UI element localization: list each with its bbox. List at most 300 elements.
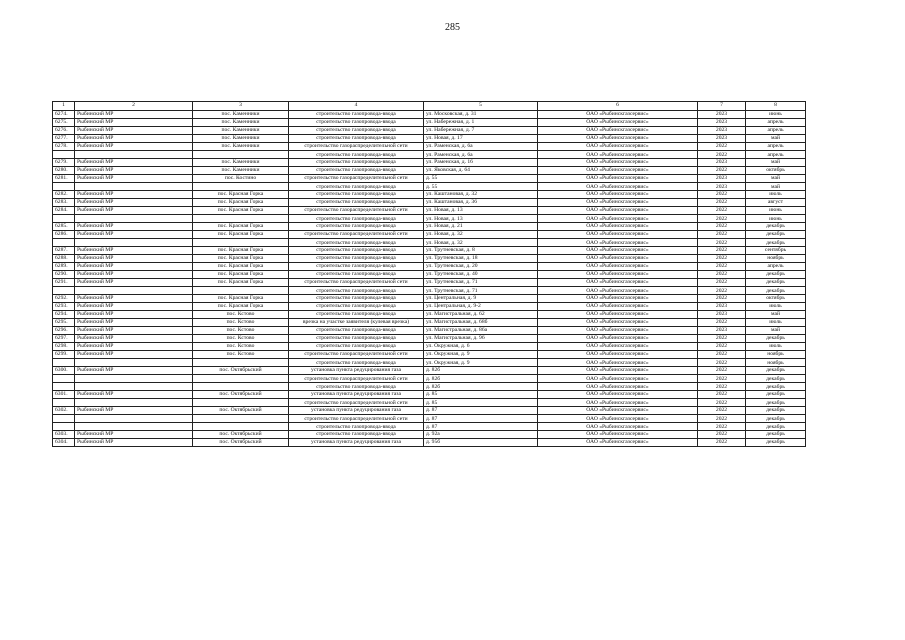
settlement-cell: пос. Каменники	[193, 127, 289, 135]
contractor-cell: ОАО «Рыбинскгазсервис»	[538, 183, 698, 191]
work-type-cell: установка пункта редуцирования газа	[289, 367, 424, 375]
settlement-cell: пос. Красная Горка	[193, 303, 289, 311]
contractor-cell: ОАО «Рыбинскгазсервис»	[538, 335, 698, 343]
work-type-cell: строительство газораспределительной сети	[289, 231, 424, 239]
table-row	[53, 111, 806, 119]
settlement-cell: пос. Кстово	[193, 319, 289, 327]
month-cell: май	[746, 311, 806, 319]
settlement-cell: пос. Красная Горка	[193, 271, 289, 279]
table-row	[53, 191, 806, 199]
col-month-header: 8	[746, 102, 806, 111]
work-type-cell: строительство газопровода-ввода	[289, 111, 424, 119]
month-cell: декабрь	[746, 231, 806, 239]
row-number-cell: 6304.	[53, 439, 75, 447]
month-cell: июль	[746, 303, 806, 311]
table-row	[53, 391, 806, 399]
table-row	[53, 223, 806, 231]
table-row	[53, 271, 806, 279]
year-cell: 2023	[698, 311, 746, 319]
table-row	[53, 423, 806, 431]
address-cell: д. 95б	[424, 439, 538, 447]
year-cell: 2023	[698, 159, 746, 167]
district-cell: Рыбинский МР	[75, 311, 193, 319]
settlement-cell: пос. Красная Горка	[193, 247, 289, 255]
district-cell	[75, 359, 193, 367]
district-cell	[75, 151, 193, 159]
district-cell: Рыбинский МР	[75, 407, 193, 415]
work-type-cell: строительство газопровода-ввода	[289, 151, 424, 159]
table-row	[53, 359, 806, 367]
district-cell: Рыбинский МР	[75, 319, 193, 327]
year-cell: 2022	[698, 279, 746, 287]
month-cell: июль	[746, 343, 806, 351]
contractor-cell: ОАО «Рыбинскгазсервис»	[538, 127, 698, 135]
address-cell: ул. Трутневская, д. 71	[424, 279, 538, 287]
settlement-cell: пос. Октябрьский	[193, 439, 289, 447]
contractor-cell: ОАО «Рыбинскгазсервис»	[538, 111, 698, 119]
month-cell: декабрь	[746, 439, 806, 447]
contractor-cell: ОАО «Рыбинскгазсервис»	[538, 367, 698, 375]
month-cell: декабрь	[746, 383, 806, 391]
table-row	[53, 303, 806, 311]
row-number-cell: 6280.	[53, 167, 75, 175]
contractor-cell: ОАО «Рыбинскгазсервис»	[538, 239, 698, 247]
district-cell: Рыбинский МР	[75, 391, 193, 399]
contractor-cell: ОАО «Рыбинскгазсервис»	[538, 255, 698, 263]
contractor-cell: ОАО «Рыбинскгазсервис»	[538, 167, 698, 175]
contractor-cell: ОАО «Рыбинскгазсервис»	[538, 391, 698, 399]
work-type-cell: строительство газопровода-ввода	[289, 431, 424, 439]
district-cell: Рыбинский МР	[75, 119, 193, 127]
settlement-cell: пос. Октябрьский	[193, 431, 289, 439]
work-type-cell: установка пункта редуцирования газа	[289, 407, 424, 415]
row-number-cell: 6303.	[53, 431, 75, 439]
year-cell: 2022	[698, 271, 746, 279]
month-cell: декабрь	[746, 239, 806, 247]
address-cell: ул. Новая, д. 17	[424, 135, 538, 143]
row-number-cell: 6295.	[53, 319, 75, 327]
table-row	[53, 119, 806, 127]
month-cell: май	[746, 159, 806, 167]
header-row	[53, 102, 806, 111]
month-cell: ноябрь	[746, 351, 806, 359]
settlement-cell	[193, 287, 289, 295]
month-cell: апрель	[746, 119, 806, 127]
col-settlement-header: 3	[193, 102, 289, 111]
row-number-cell: 6279.	[53, 159, 75, 167]
row-number-cell: 6284.	[53, 207, 75, 215]
month-cell: декабрь	[746, 287, 806, 295]
year-cell: 2023	[698, 111, 746, 119]
district-cell	[75, 399, 193, 407]
address-cell: д. 87	[424, 415, 538, 423]
table-row	[53, 407, 806, 415]
year-cell: 2023	[698, 327, 746, 335]
month-cell: май	[746, 183, 806, 191]
row-number-cell: 6289.	[53, 263, 75, 271]
contractor-cell: ОАО «Рыбинскгазсервис»	[538, 359, 698, 367]
address-cell: ул. Окружная, д. 9	[424, 351, 538, 359]
col-district-header: 2	[75, 102, 193, 111]
work-type-cell: строительство газопровода-ввода	[289, 423, 424, 431]
col-number-header: 1	[53, 102, 75, 111]
district-cell: Рыбинский МР	[75, 159, 193, 167]
month-cell: апрель	[746, 263, 806, 271]
month-cell: декабрь	[746, 423, 806, 431]
row-number-cell: 6287.	[53, 247, 75, 255]
settlement-cell: пос. Каменники	[193, 143, 289, 151]
year-cell: 2022	[698, 151, 746, 159]
month-cell: май	[746, 327, 806, 335]
settlement-cell: пос. Кстово	[193, 327, 289, 335]
district-cell: Рыбинский МР	[75, 439, 193, 447]
table-row	[53, 335, 806, 343]
address-cell: д. 82б	[424, 367, 538, 375]
address-cell: ул. Московская, д. 31	[424, 111, 538, 119]
row-number-cell: 6276.	[53, 127, 75, 135]
row-number-cell	[53, 399, 75, 407]
work-type-cell: строительство газопровода-ввода	[289, 327, 424, 335]
district-cell: Рыбинский МР	[75, 303, 193, 311]
settlement-cell	[193, 383, 289, 391]
address-cell: ул. Трутневская, д. 71	[424, 287, 538, 295]
address-cell: ул. Окружная, д. 6	[424, 343, 538, 351]
month-cell: июнь	[746, 207, 806, 215]
work-type-cell: строительство газопровода-ввода	[289, 255, 424, 263]
district-cell	[75, 183, 193, 191]
contractor-cell: ОАО «Рыбинскгазсервис»	[538, 415, 698, 423]
row-number-cell: 6286.	[53, 231, 75, 239]
address-cell: ул. Центральная, д. 9	[424, 295, 538, 303]
table-row	[53, 319, 806, 327]
contractor-cell: ОАО «Рыбинскгазсервис»	[538, 295, 698, 303]
settlement-cell: пос. Кстово	[193, 311, 289, 319]
work-type-cell: врезка на участке заявителя (кулевая врезка)	[289, 319, 424, 327]
district-cell: Рыбинский МР	[75, 127, 193, 135]
table-row	[53, 415, 806, 423]
table-header	[53, 102, 806, 111]
table-row	[53, 231, 806, 239]
contractor-cell: ОАО «Рыбинскгазсервис»	[538, 303, 698, 311]
year-cell: 2022	[698, 223, 746, 231]
contractor-cell: ОАО «Рыбинскгазсервис»	[538, 383, 698, 391]
address-cell: ул. Магистральная, д. 68б	[424, 319, 538, 327]
contractor-cell: ОАО «Рыбинскгазсервис»	[538, 279, 698, 287]
year-cell: 2022	[698, 415, 746, 423]
settlement-cell: пос. Каменники	[193, 135, 289, 143]
month-cell: апрель	[746, 151, 806, 159]
district-cell: Рыбинский МР	[75, 207, 193, 215]
address-cell: ул. Раменская, д. 6а	[424, 151, 538, 159]
contractor-cell: ОАО «Рыбинскгазсервис»	[538, 407, 698, 415]
table-row	[53, 439, 806, 447]
month-cell: декабрь	[746, 279, 806, 287]
month-cell: декабрь	[746, 271, 806, 279]
year-cell: 2022	[698, 391, 746, 399]
month-cell: ноябрь	[746, 255, 806, 263]
address-cell: ул. Трутневская, д. 40	[424, 271, 538, 279]
row-number-cell: 6288.	[53, 255, 75, 263]
district-cell: Рыбинский МР	[75, 263, 193, 271]
contractor-cell: ОАО «Рыбинскгазсервис»	[538, 247, 698, 255]
year-cell: 2022	[698, 207, 746, 215]
year-cell: 2022	[698, 191, 746, 199]
table-row	[53, 127, 806, 135]
year-cell: 2022	[698, 199, 746, 207]
address-cell: д. 55	[424, 175, 538, 183]
address-cell: д. 82б	[424, 383, 538, 391]
table-row	[53, 263, 806, 271]
district-cell	[75, 415, 193, 423]
contractor-cell: ОАО «Рыбинскгазсервис»	[538, 151, 698, 159]
address-cell: ул. Магистральная, д. 62	[424, 311, 538, 319]
row-number-cell: 6275.	[53, 119, 75, 127]
work-type-cell: строительство газопровода-ввода	[289, 383, 424, 391]
row-number-cell: 6277.	[53, 135, 75, 143]
table-row	[53, 175, 806, 183]
year-cell: 2022	[698, 247, 746, 255]
row-number-cell: 6296.	[53, 327, 75, 335]
contractor-cell: ОАО «Рыбинскгазсервис»	[538, 343, 698, 351]
year-cell: 2022	[698, 439, 746, 447]
district-cell: Рыбинский МР	[75, 343, 193, 351]
district-cell: Рыбинский МР	[75, 231, 193, 239]
col-address-header: 5	[424, 102, 538, 111]
settlement-cell: пос. Каменники	[193, 167, 289, 175]
month-cell: май	[746, 135, 806, 143]
row-number-cell: 6297.	[53, 335, 75, 343]
settlement-cell: пос. Кстово	[193, 343, 289, 351]
settlement-cell: пос. Красная Горка	[193, 231, 289, 239]
work-type-cell: строительство газопровода-ввода	[289, 335, 424, 343]
year-cell: 2022	[698, 407, 746, 415]
address-cell: д. 92а	[424, 431, 538, 439]
row-number-cell	[53, 239, 75, 247]
year-cell: 2022	[698, 431, 746, 439]
address-cell: ул. Новая, д. 13	[424, 207, 538, 215]
col-contractor-header: 6	[538, 102, 698, 111]
table-row	[53, 311, 806, 319]
settlement-cell: пос. Октябрьский	[193, 391, 289, 399]
address-cell: ул. Набережная, д. 1	[424, 119, 538, 127]
work-type-cell: строительство газораспределительной сети	[289, 207, 424, 215]
settlement-cell: пос. Октябрьский	[193, 367, 289, 375]
settlement-cell	[193, 423, 289, 431]
address-cell: ул. Окружная, д. 9	[424, 359, 538, 367]
month-cell: октябрь	[746, 295, 806, 303]
month-cell: декабрь	[746, 367, 806, 375]
work-type-cell: строительство газопровода-ввода	[289, 191, 424, 199]
address-cell: ул. Яковская, д. 64	[424, 167, 538, 175]
month-cell: декабрь	[746, 335, 806, 343]
district-cell: Рыбинский МР	[75, 295, 193, 303]
settlement-cell: пос. Кстово	[193, 335, 289, 343]
work-type-cell: строительство газопровода-ввода	[289, 159, 424, 167]
settlement-cell: пос. Кстово	[193, 351, 289, 359]
year-cell: 2022	[698, 263, 746, 271]
row-number-cell: 6301.	[53, 391, 75, 399]
table-row	[53, 215, 806, 223]
table-body	[53, 111, 806, 447]
settlement-cell	[193, 215, 289, 223]
work-plan-table	[52, 101, 806, 447]
table-row	[53, 431, 806, 439]
address-cell: ул. Новая, д. 21	[424, 223, 538, 231]
month-cell: ноябрь	[746, 359, 806, 367]
contractor-cell: ОАО «Рыбинскгазсервис»	[538, 287, 698, 295]
year-cell: 2023	[698, 119, 746, 127]
work-type-cell: строительство газопровода-ввода	[289, 127, 424, 135]
row-number-cell: 6285.	[53, 223, 75, 231]
contractor-cell: ОАО «Рыбинскгазсервис»	[538, 223, 698, 231]
table-row	[53, 351, 806, 359]
district-cell: Рыбинский МР	[75, 271, 193, 279]
settlement-cell: пос. Каменники	[193, 111, 289, 119]
work-type-cell: строительство газопровода-ввода	[289, 287, 424, 295]
year-cell: 2022	[698, 255, 746, 263]
address-cell: ул. Центральная, д. 9-2	[424, 303, 538, 311]
address-cell: ул. Каштановая, д. 32	[424, 191, 538, 199]
table-row	[53, 367, 806, 375]
page-number: 285	[445, 22, 460, 33]
row-number-cell: 6302.	[53, 407, 75, 415]
contractor-cell: ОАО «Рыбинскгазсервис»	[538, 215, 698, 223]
month-cell: декабрь	[746, 399, 806, 407]
contractor-cell: ОАО «Рыбинскгазсервис»	[538, 311, 698, 319]
district-cell	[75, 239, 193, 247]
year-cell: 2022	[698, 359, 746, 367]
settlement-cell: пос. Красная Горка	[193, 263, 289, 271]
row-number-cell	[53, 423, 75, 431]
contractor-cell: ОАО «Рыбинскгазсервис»	[538, 159, 698, 167]
row-number-cell: 6299.	[53, 351, 75, 359]
work-type-cell: строительство газопровода-ввода	[289, 239, 424, 247]
address-cell: ул. Трутневская, д. 18	[424, 255, 538, 263]
month-cell: август	[746, 199, 806, 207]
contractor-cell: ОАО «Рыбинскгазсервис»	[538, 327, 698, 335]
table-row	[53, 247, 806, 255]
row-number-cell	[53, 375, 75, 383]
row-number-cell: 6278.	[53, 143, 75, 151]
address-cell: ул. Раменская, д. 16	[424, 159, 538, 167]
month-cell: июнь	[746, 111, 806, 119]
work-type-cell: строительство газораспределительной сети	[289, 399, 424, 407]
work-type-cell: строительство газопровода-ввода	[289, 215, 424, 223]
row-number-cell	[53, 359, 75, 367]
contractor-cell: ОАО «Рыбинскгазсервис»	[538, 207, 698, 215]
row-number-cell: 6283.	[53, 199, 75, 207]
district-cell: Рыбинский МР	[75, 143, 193, 151]
table-row	[53, 143, 806, 151]
work-type-cell: строительство газораспределительной сети	[289, 279, 424, 287]
row-number-cell	[53, 215, 75, 223]
year-cell: 2022	[698, 335, 746, 343]
table-row	[53, 255, 806, 263]
address-cell: ул. Трутневская, д. 20	[424, 263, 538, 271]
year-cell: 2023	[698, 175, 746, 183]
work-type-cell: строительство газопровода-ввода	[289, 167, 424, 175]
work-type-cell: строительство газопровода-ввода	[289, 359, 424, 367]
contractor-cell: ОАО «Рыбинскгазсервис»	[538, 263, 698, 271]
contractor-cell: ОАО «Рыбинскгазсервис»	[538, 175, 698, 183]
district-cell: Рыбинский МР	[75, 135, 193, 143]
month-cell: апрель	[746, 143, 806, 151]
year-cell: 2023	[698, 303, 746, 311]
year-cell: 2022	[698, 287, 746, 295]
settlement-cell	[193, 183, 289, 191]
month-cell: декабрь	[746, 415, 806, 423]
settlement-cell	[193, 151, 289, 159]
district-cell: Рыбинский МР	[75, 191, 193, 199]
year-cell: 2023	[698, 127, 746, 135]
settlement-cell	[193, 375, 289, 383]
district-cell: Рыбинский МР	[75, 199, 193, 207]
table-row	[53, 183, 806, 191]
month-cell: декабрь	[746, 431, 806, 439]
district-cell	[75, 287, 193, 295]
work-type-cell: строительство газопровода-ввода	[289, 303, 424, 311]
month-cell: июль	[746, 191, 806, 199]
contractor-cell: ОАО «Рыбинскгазсервис»	[538, 351, 698, 359]
address-cell: ул. Магистральная, д. 96	[424, 335, 538, 343]
year-cell: 2023	[698, 183, 746, 191]
row-number-cell: 6274.	[53, 111, 75, 119]
contractor-cell: ОАО «Рыбинскгазсервис»	[538, 423, 698, 431]
work-type-cell: установка пункта редуцирования газа	[289, 439, 424, 447]
table-row	[53, 239, 806, 247]
district-cell: Рыбинский МР	[75, 247, 193, 255]
table-row	[53, 159, 806, 167]
work-type-cell: строительство газопровода-ввода	[289, 343, 424, 351]
district-cell: Рыбинский МР	[75, 327, 193, 335]
address-cell: ул. Раменская, д. 6а	[424, 143, 538, 151]
contractor-cell: ОАО «Рыбинскгазсервис»	[538, 431, 698, 439]
year-cell: 2022	[698, 383, 746, 391]
work-type-cell: строительство газопровода-ввода	[289, 183, 424, 191]
district-cell: Рыбинский МР	[75, 223, 193, 231]
row-number-cell	[53, 415, 75, 423]
year-cell: 2022	[698, 399, 746, 407]
row-number-cell	[53, 151, 75, 159]
contractor-cell: ОАО «Рыбинскгазсервис»	[538, 375, 698, 383]
address-cell: д. 55	[424, 183, 538, 191]
year-cell: 2022	[698, 231, 746, 239]
table-row	[53, 151, 806, 159]
work-type-cell: строительство газопровода-ввода	[289, 271, 424, 279]
settlement-cell: пос. Каменники	[193, 119, 289, 127]
contractor-cell: ОАО «Рыбинскгазсервис»	[538, 271, 698, 279]
address-cell: д. 85	[424, 391, 538, 399]
address-cell: ул. Новая, д. 13	[424, 215, 538, 223]
work-type-cell: строительство газопровода-ввода	[289, 223, 424, 231]
row-number-cell: 6282.	[53, 191, 75, 199]
address-cell: д. 87	[424, 423, 538, 431]
work-type-cell: установка пункта редуцирования газа	[289, 391, 424, 399]
year-cell: 2022	[698, 367, 746, 375]
settlement-cell: пос. Костино	[193, 175, 289, 183]
district-cell: Рыбинский МР	[75, 279, 193, 287]
month-cell: декабрь	[746, 223, 806, 231]
district-cell	[75, 423, 193, 431]
work-type-cell: строительство газопровода-ввода	[289, 263, 424, 271]
settlement-cell: пос. Каменники	[193, 159, 289, 167]
contractor-cell: ОАО «Рыбинскгазсервис»	[538, 143, 698, 151]
table-row	[53, 295, 806, 303]
row-number-cell: 6281.	[53, 175, 75, 183]
row-number-cell: 6298.	[53, 343, 75, 351]
month-cell: июнь	[746, 215, 806, 223]
month-cell: декабрь	[746, 391, 806, 399]
